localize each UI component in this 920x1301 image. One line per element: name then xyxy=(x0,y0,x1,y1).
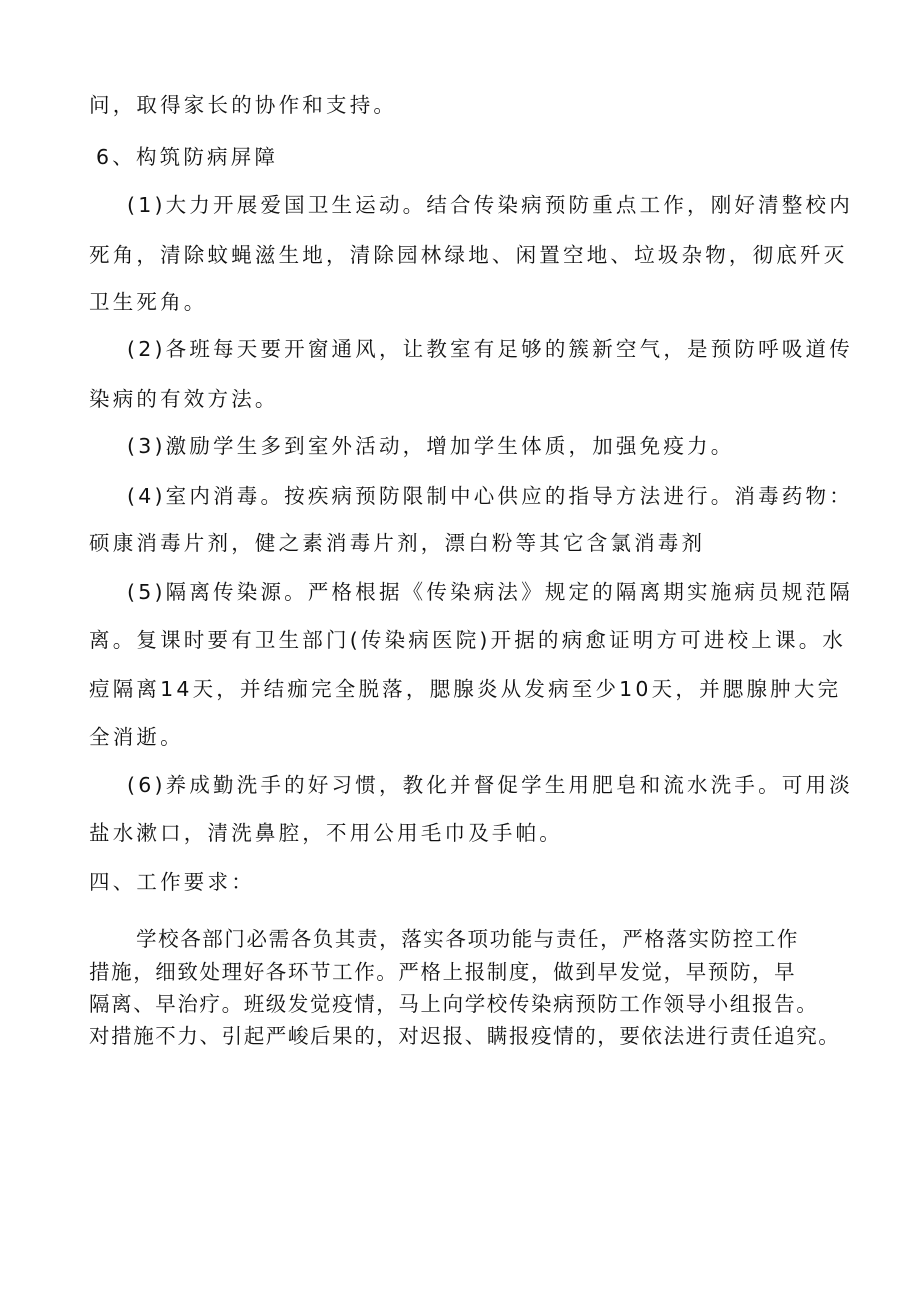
text-line: 染病的有效方法。 xyxy=(89,387,279,411)
text-line: 痘隔离14天，并结痂完全脱落，腮腺炎从发病至少10天，并腮腺肿大完 xyxy=(89,677,842,701)
text-line: 措施，细致处理好各环节工作。严格上报制度，做到早发觉，早预防，早 xyxy=(89,960,797,984)
text-line: 卫生死角。 xyxy=(89,290,208,314)
text-line: 隔离、早治疗。班级发觉疫情，马上向学校传染病预防工作领导小组报告。 xyxy=(89,992,819,1016)
text-line: (5)隔离传染源。严格根据《传染病法》规定的隔离期实施病员规范隔 xyxy=(127,580,853,604)
text-line: 硕康消毒片剂，健之素消毒片剂，漂白粉等其它含氯消毒剂 xyxy=(89,531,706,555)
text-line: 全消逝。 xyxy=(89,725,184,749)
text-line: (1)大力开展爱国卫生运动。结合传染病预防重点工作，刚好清整校内 xyxy=(127,193,853,217)
text-line: (2)各班每天要开窗通风，让教室有足够的簇新空气，是预防呼吸道传 xyxy=(127,337,853,361)
text-line: 盐水漱口，清洗鼻腔，不用公用毛巾及手帕。 xyxy=(89,821,563,845)
section-heading: 四、工作要求： xyxy=(89,870,255,894)
text-line: (4)室内消毒。按疾病预防限制中心供应的指导方法进行。消毒药物： xyxy=(127,484,853,508)
text-line: 问，取得家长的协作和支持。 xyxy=(89,93,398,117)
section-heading: 6、构筑防病屏障 xyxy=(96,145,279,169)
text-line: 对措施不力、引起严峻后果的，对迟报、瞒报疫情的，要依法进行责任追究。 xyxy=(89,1024,841,1048)
text-line: 学校各部门必需各负其责，落实各项功能与责任，严格落实防控工作 xyxy=(136,927,799,951)
text-line: 离。复课时要有卫生部门(传染病医院)开据的病愈证明方可进校上课。水 xyxy=(89,628,847,652)
text-line: (6)养成勤洗手的好习惯，教化并督促学生用肥皂和流水洗手。可用淡 xyxy=(127,773,853,797)
text-line: (3)激励学生多到室外活动，增加学生体质，加强免疫力。 xyxy=(127,434,735,458)
text-line: 死角，清除蚊蝇滋生地，清除园林绿地、闲置空地、垃圾杂物，彻底歼灭 xyxy=(89,243,848,267)
